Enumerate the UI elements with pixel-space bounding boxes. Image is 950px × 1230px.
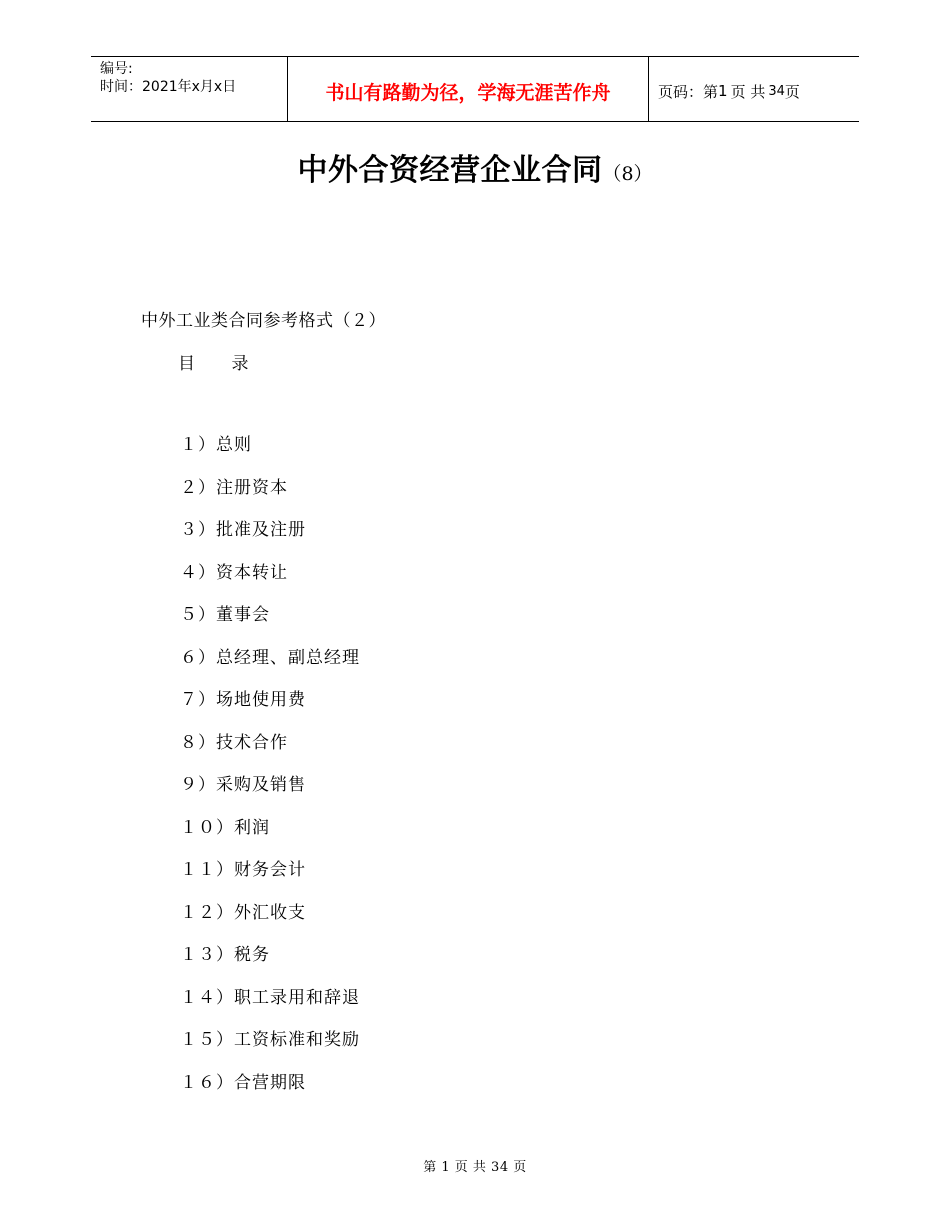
toc-item: ２）注册资本 [180,477,288,498]
table-of-contents [180,433,360,1113]
toc-heading-part-2: 录 [231,354,249,374]
document-header [91,56,859,122]
document-title-suffix: （8） [602,163,653,185]
toc-item: ４）资本转让 [180,562,288,583]
toc-item: ９）采购及销售 [180,775,306,795]
toc-item: ８）技术合作 [180,732,288,753]
toc-item: １２）外汇收支 [180,902,306,923]
toc-item: ５）董事会 [180,605,270,625]
header-meta [91,57,287,121]
page-label: 页码：第 [658,82,719,101]
document-time-label: 时间：2021年x月x日 [100,79,237,95]
toc-item: ６）总经理、副总经理 [180,647,360,668]
toc-item: １１）财务会计 [180,860,306,880]
toc-heading [178,349,249,374]
toc-item: １４）职工录用和辞退 [180,987,360,1008]
page-end-label: 页 [784,82,800,101]
toc-item: ３）批准及注册 [180,520,306,540]
contract-subtitle: 中外工业类合同参考格式（２） [141,311,386,331]
page-mid-label: 页 共 [730,82,766,101]
document-number-label: 编号: [100,61,133,77]
toc-item: １）总则 [180,435,252,455]
toc-heading-part-1: 目 [178,354,196,374]
document-title-block [0,145,950,189]
toc-item: １５）工资标准和奖励 [180,1030,360,1050]
toc-item: １０）利润 [180,817,270,838]
header-motto: 书山有路勤为径，学海无涯苦作舟 [287,57,649,121]
toc-item: ７）场地使用费 [180,690,306,710]
page-total: 34 [768,83,785,99]
toc-item: １３）税务 [180,945,270,965]
page-current: 1 [718,82,728,100]
toc-item: １６）合营期限 [180,1072,306,1093]
document-title: 中外合资经营企业合同 [297,153,603,188]
header-page-info [649,57,859,121]
page-footer: 第 1 页 共 34 页 [423,1160,527,1175]
